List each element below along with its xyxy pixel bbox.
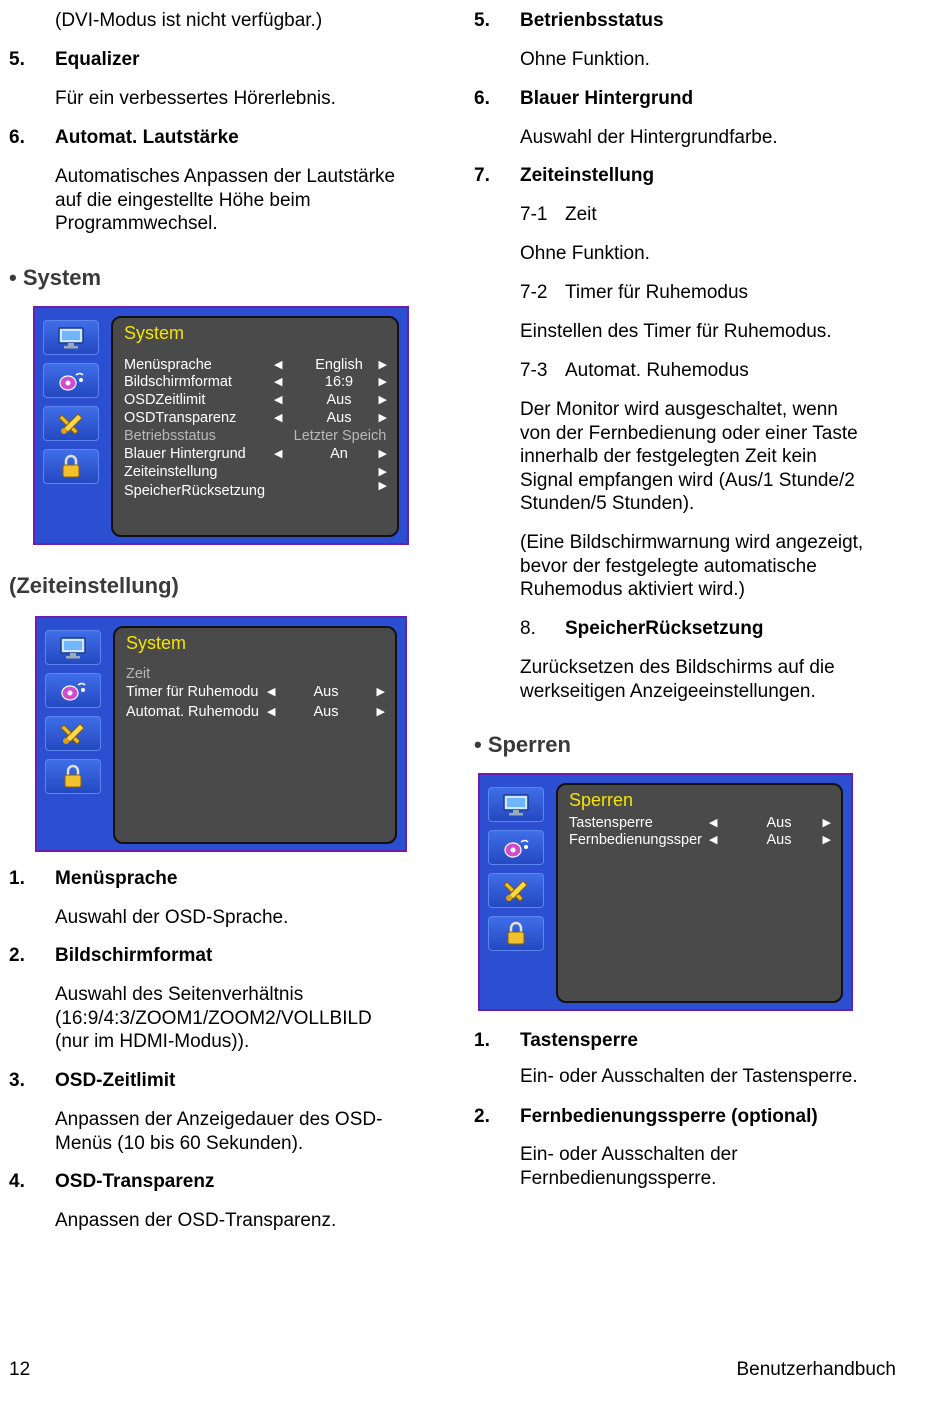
osd-row-value: Aus	[326, 392, 352, 408]
right-arrow-icon: ▶	[376, 686, 385, 698]
audio-icon	[488, 830, 544, 865]
osd-row-value: An	[330, 446, 348, 462]
osd-icon-bar	[488, 787, 546, 959]
tools-icon	[488, 873, 544, 908]
text-line: Auswahl des Seitenverhältnis	[55, 984, 304, 1005]
item-number: 2.	[9, 945, 25, 966]
osd-row-aspect-ratio	[124, 373, 387, 391]
text-line: werkseitigen Anzeigeeinstellungen.	[520, 680, 816, 702]
item-number: 1.	[474, 1030, 490, 1051]
item-title-auto-volume: Automat. Lautstärke	[55, 127, 239, 148]
section-heading-time-setting: (Zeiteinstellung)	[9, 573, 179, 598]
osd-row-menu-language	[124, 356, 387, 374]
item-title-time-setting: Zeiteinstellung	[520, 165, 655, 186]
osd-icon-bar	[43, 320, 101, 492]
text-line: innerhalb der festgelegten Zeit kein	[520, 446, 817, 467]
text-line: Signal empfangen wird (Aus/1 Stunde/2	[520, 469, 855, 491]
right-arrow-icon: ▶	[378, 359, 387, 371]
item-title-osd-transparency: OSD-Transparenz	[55, 1171, 215, 1192]
osd-row-label: Automat. Ruhemodu	[126, 704, 259, 720]
item-text-menu-language	[55, 906, 288, 930]
tools-icon	[45, 716, 101, 751]
osd-locks-screenshot	[478, 773, 853, 1011]
item-title-equalizer: Equalizer	[55, 49, 140, 70]
text-line: auf die eingestellte Höhe beim	[55, 189, 311, 211]
text-line: (16:9/4:3/ZOOM1/ZOOM2/VOLLBILD	[55, 1007, 372, 1029]
text-line: Anpassen der OSD-Transparenz.	[55, 1210, 337, 1231]
manual-title: Benutzerhandbuch	[736, 1359, 896, 1380]
page-number: 12	[9, 1359, 31, 1380]
audio-icon	[43, 363, 99, 398]
lock-icon	[45, 759, 101, 794]
item-title-remote-lock: Fernbedienungssperre (optional)	[520, 1106, 818, 1127]
item-number: 7.	[474, 165, 490, 186]
osd-menu-panel	[556, 783, 843, 1003]
text-line: Der Monitor wird ausgeschaltet, wenn	[520, 399, 838, 420]
osd-row-operating-status	[124, 427, 387, 445]
left-arrow-icon: ◀	[274, 376, 283, 388]
left-arrow-icon: ◀	[709, 817, 718, 829]
osd-row-time	[126, 665, 385, 683]
left-arrow-icon: ◀	[274, 412, 283, 424]
monitor-icon	[488, 787, 544, 822]
item-number: 6.	[9, 127, 25, 148]
osd-row-label: Zeit	[126, 666, 151, 682]
osd-row-auto-sleep	[126, 703, 385, 721]
osd-row-value: 16:9	[324, 374, 354, 390]
osd-menu-title: System	[126, 633, 187, 653]
osd-row-osd-timeout	[124, 391, 387, 409]
right-arrow-icon: ▶	[378, 448, 387, 460]
item-title-key-lock: Tastensperre	[520, 1030, 638, 1051]
item-title-menu-language: Menüsprache	[55, 868, 178, 889]
osd-row-remote-lock	[569, 831, 831, 849]
osd-row-label: Bildschirmformat	[124, 374, 232, 390]
osd-row-label: Menüsprache	[124, 357, 212, 373]
osd-row-osd-transparency	[124, 409, 387, 427]
osd-row-label: Timer für Ruhemodu	[126, 684, 259, 700]
item-text-auto-volume	[55, 165, 395, 236]
text-line: von der Fernbedienung oder einer Taste	[520, 422, 858, 444]
item-title-memory-reset: SpeicherRücksetzung	[565, 618, 764, 639]
sub-item-title-auto-sleep: Automat. Ruhemodus	[565, 360, 749, 381]
item-text-equalizer: Für ein verbessertes Hörerlebnis.	[55, 88, 336, 109]
sub-item-text-time: Ohne Funktion.	[520, 243, 650, 264]
right-arrow-icon: ▶	[376, 706, 385, 718]
item-number: 2.	[474, 1106, 490, 1127]
left-arrow-icon: ◀	[274, 394, 283, 406]
item-number: 8.	[520, 618, 536, 639]
audio-icon	[45, 673, 101, 708]
text-line: Automatisches Anpassen der Lautstärke	[55, 166, 396, 187]
item-number: 5.	[474, 10, 490, 31]
sub-item-number: 7-2	[520, 282, 548, 303]
osd-time-screenshot	[35, 616, 407, 852]
right-arrow-icon: ▶	[822, 834, 831, 846]
osd-row-value: Aus	[313, 704, 339, 720]
right-arrow-icon: ▶	[378, 412, 387, 424]
osd-row-label: Betriebsstatus	[124, 428, 216, 444]
osd-row-key-lock	[569, 814, 831, 832]
right-arrow-icon: ▶	[378, 394, 387, 406]
item-number: 1.	[9, 868, 25, 889]
item-text-operating-status: Ohne Funktion.	[520, 49, 650, 70]
sub-item-title-sleep-timer: Timer für Ruhemodus	[565, 282, 749, 303]
osd-row-label: OSDTransparenz	[124, 410, 237, 426]
osd-row-value: Aus	[313, 684, 339, 700]
osd-row-memory-reset	[124, 482, 387, 500]
text-line: Anpassen der Anzeigedauer des OSD-	[55, 1109, 383, 1130]
text-line: Menüs (10 bis 60 Sekunden).	[55, 1132, 304, 1154]
osd-row-label: Zeiteinstellung	[124, 464, 218, 480]
osd-row-label: SpeicherRücksetzung	[124, 483, 266, 499]
osd-menu-panel	[111, 316, 399, 537]
text-line: Fernbedienungssperre.	[520, 1167, 717, 1189]
sub-item-text-auto-sleep	[520, 398, 858, 516]
item-text-memory-reset	[520, 656, 835, 703]
right-arrow-icon: ▶	[378, 376, 387, 388]
item-title-aspect-ratio: Bildschirmformat	[55, 945, 213, 966]
osd-menu-title: System	[124, 323, 185, 343]
osd-row-label: Blauer Hintergrund	[124, 446, 246, 462]
lock-icon	[43, 449, 99, 484]
right-arrow-icon: ▶	[378, 466, 387, 478]
item-text-blue-background: Auswahl der Hintergrundfarbe.	[520, 127, 778, 148]
left-arrow-icon: ◀	[267, 706, 276, 718]
item-number: 5.	[9, 49, 25, 70]
osd-row-label: Tastensperre	[569, 815, 653, 831]
monitor-icon	[45, 630, 101, 665]
left-arrow-icon: ◀	[267, 686, 276, 698]
osd-row-value: English	[315, 357, 363, 373]
item-title-blue-background: Blauer Hintergrund	[520, 88, 694, 109]
text-line: Zurücksetzen des Bildschirms auf die	[520, 657, 835, 678]
osd-menu-panel	[113, 626, 397, 844]
item-title-osd-timeout: OSD-Zeitlimit	[55, 1070, 176, 1091]
item-number: 4.	[9, 1171, 25, 1192]
osd-row-label: OSDZeitlimit	[124, 392, 206, 408]
sub-item-number: 7-1	[520, 204, 548, 225]
text-line: (nur im HDMI-Modus)).	[55, 1031, 250, 1052]
right-arrow-icon: ▶	[822, 817, 831, 829]
osd-row-value: Letzter Speich	[293, 428, 387, 444]
section-heading-locks: • Sperren	[474, 732, 571, 757]
item-text-key-lock: Ein- oder Ausschalten der Tastensperre.	[520, 1066, 858, 1087]
monitor-icon	[43, 320, 99, 355]
osd-row-blue-background	[124, 445, 387, 463]
osd-row-label: Fernbedienungssper	[569, 832, 703, 848]
sub-item-title-time: Zeit	[565, 204, 597, 225]
osd-row-sleep-timer	[126, 683, 385, 701]
item-text-osd-timeout	[55, 1108, 382, 1155]
osd-menu-title: Sperren	[569, 790, 634, 810]
osd-row-value: Aus	[326, 410, 352, 426]
text-line: Ein- oder Ausschalten der	[520, 1144, 738, 1165]
sub-item-number: 7-3	[520, 360, 548, 381]
osd-icon-bar	[45, 630, 103, 802]
item-text-aspect-ratio	[55, 983, 372, 1054]
section-heading-system: • System	[9, 265, 102, 290]
item-text-osd-transparency	[55, 1209, 336, 1233]
text-line: (Eine Bildschirmwarnung wird angezeigt,	[520, 532, 864, 553]
left-arrow-icon: ◀	[709, 834, 718, 846]
osd-row-value: Aus	[766, 815, 792, 831]
text-line: Stunden/5 Stunden).	[520, 493, 695, 514]
text-line: Auswahl der OSD-Sprache.	[55, 907, 289, 928]
text-line: Programmwechsel.	[55, 213, 218, 234]
osd-row-time-setting	[124, 463, 387, 481]
osd-system-screenshot	[33, 306, 409, 545]
text-line: Ruhemodus aktiviert wird.)	[520, 579, 745, 600]
left-arrow-icon: ◀	[274, 448, 283, 460]
left-arrow-icon: ◀	[274, 359, 283, 371]
item-text-remote-lock	[520, 1143, 738, 1190]
sub-item-note-auto-sleep	[520, 531, 863, 602]
dvi-note: (DVI-Modus ist nicht verfügbar.)	[55, 10, 323, 31]
sub-item-text-sleep-timer: Einstellen des Timer für Ruhemodus.	[520, 321, 832, 342]
tools-icon	[43, 406, 99, 441]
right-arrow-icon: ▶	[378, 480, 387, 492]
item-number: 6.	[474, 88, 490, 109]
text-line: bevor der festgelegte automatische	[520, 555, 817, 577]
osd-row-value: Aus	[766, 832, 792, 848]
lock-icon	[488, 916, 544, 951]
item-title-operating-status: Betrienbsstatus	[520, 10, 664, 31]
item-number: 3.	[9, 1070, 25, 1091]
